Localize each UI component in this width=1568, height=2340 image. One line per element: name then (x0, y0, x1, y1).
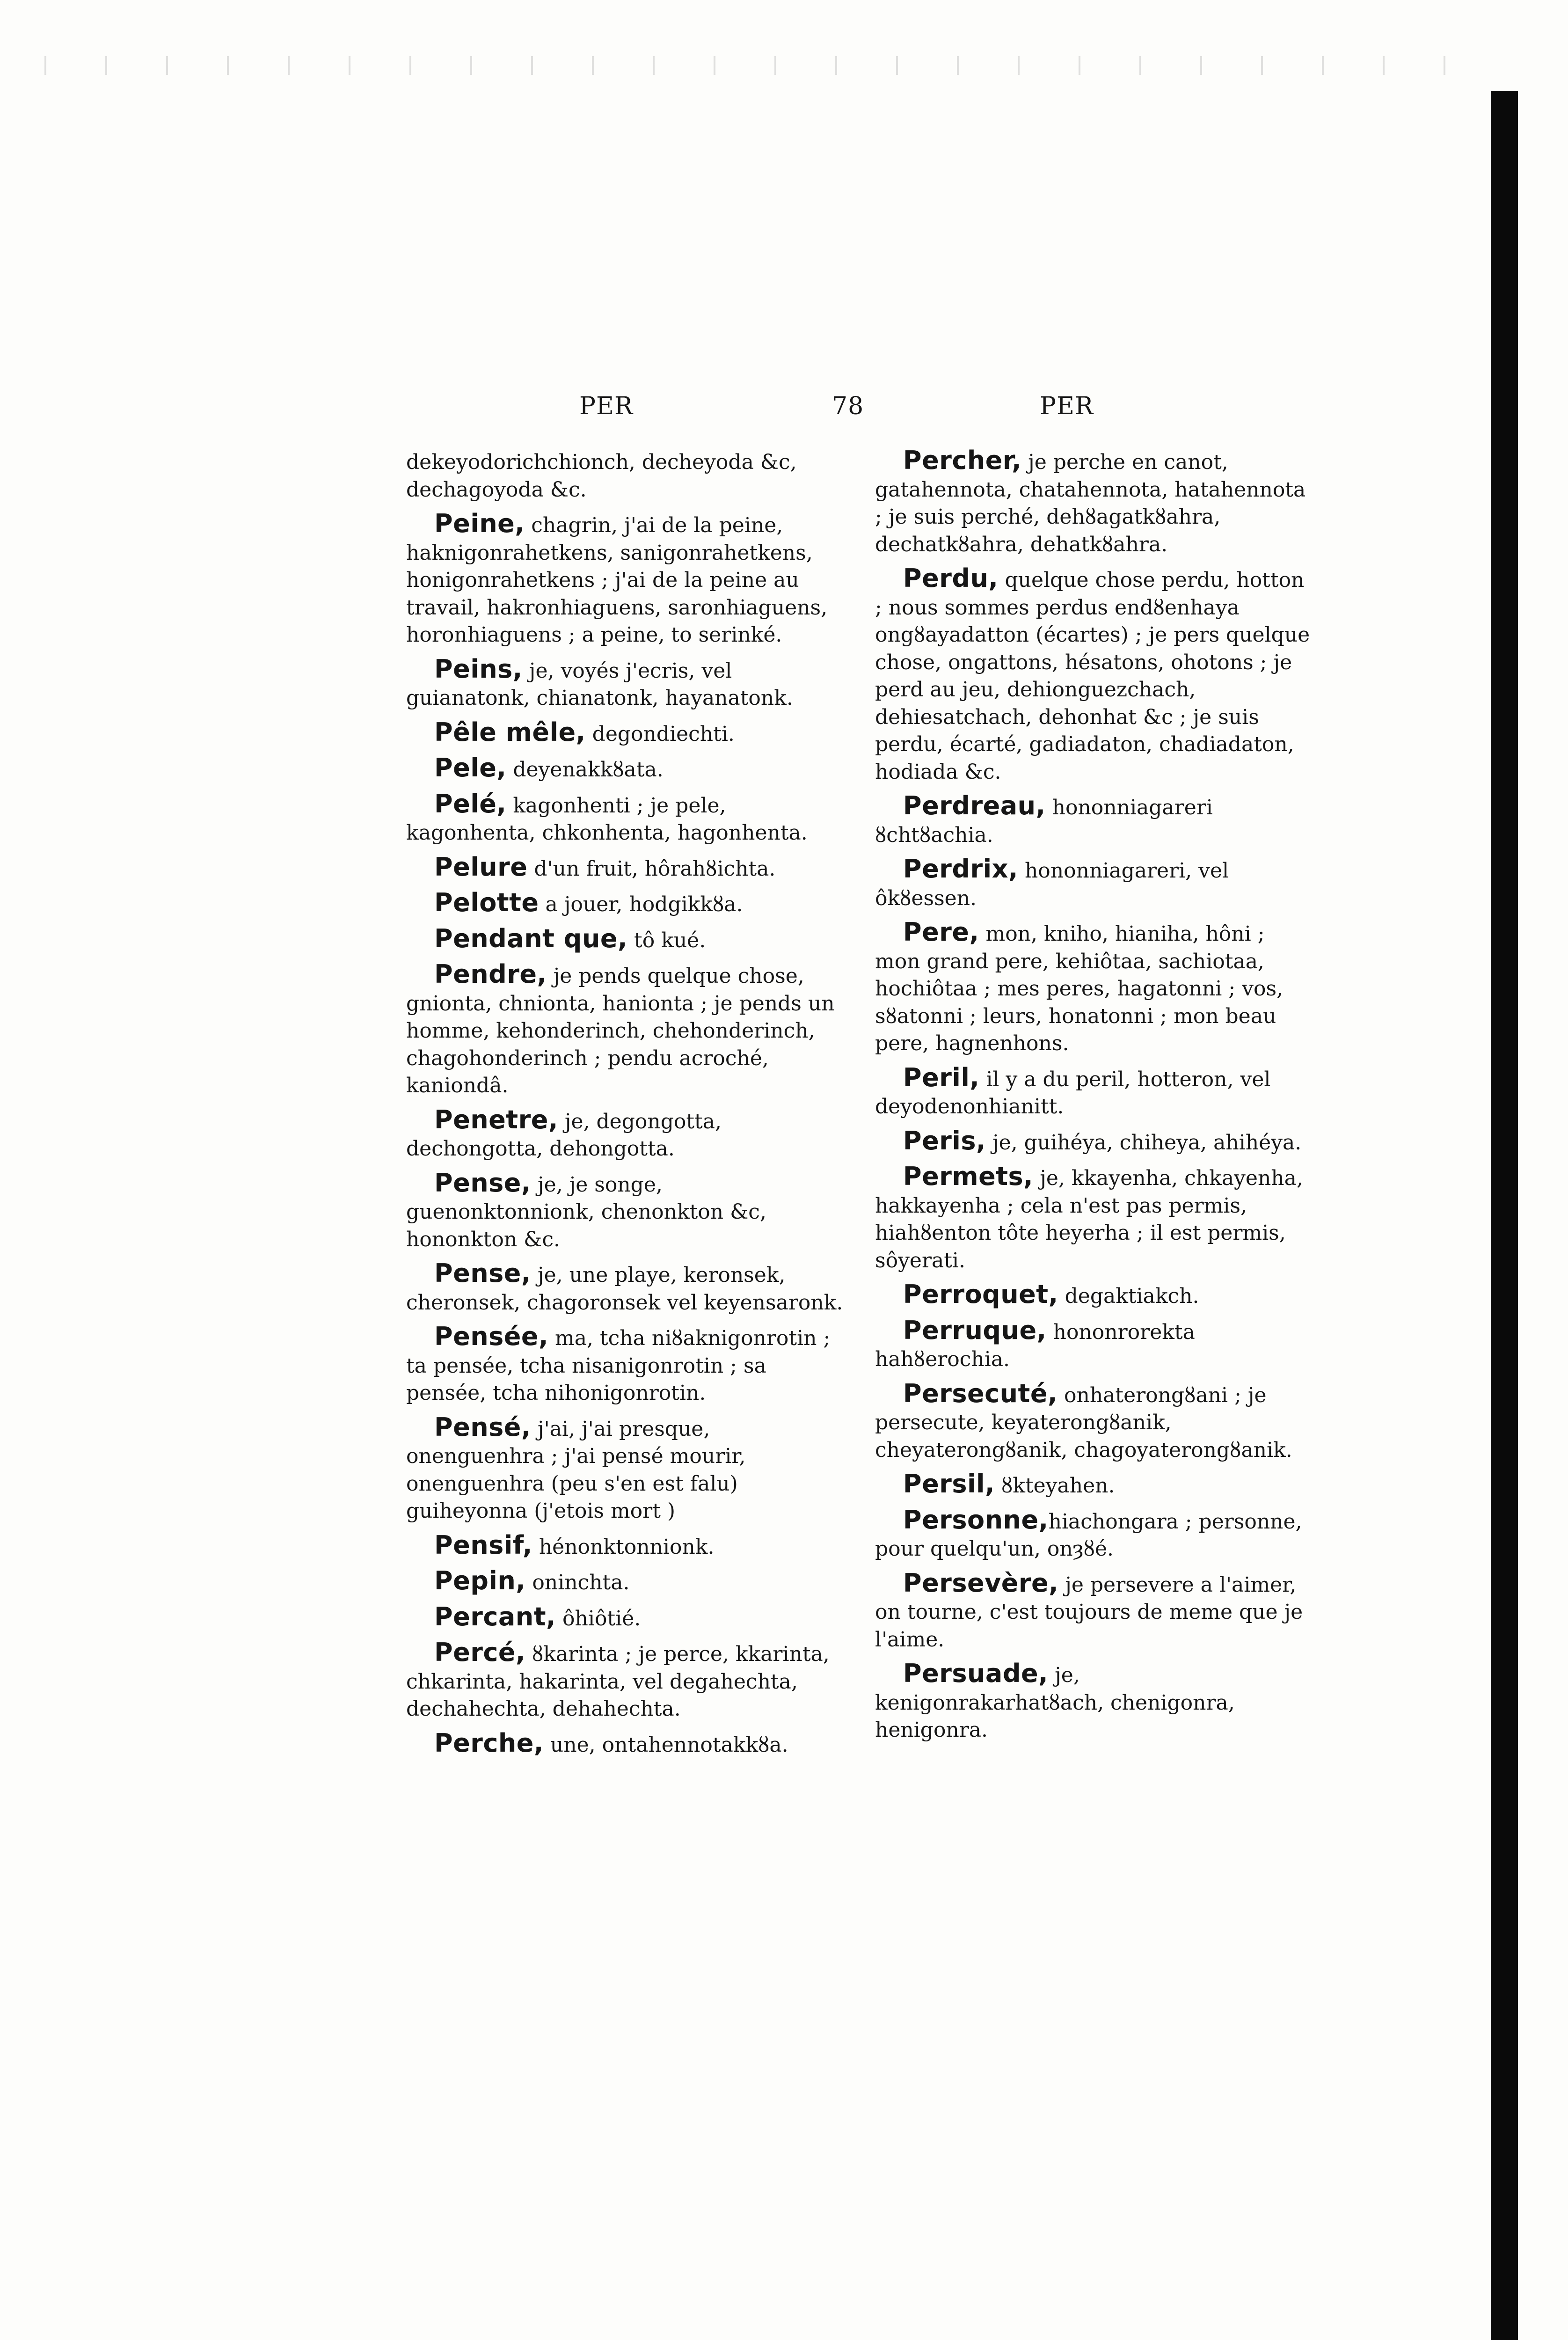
entry-body: je, une playe, keronsek, cheronsek, chagoronsek vel keyensaronk. (406, 1263, 843, 1315)
entry-headword: Pêle mêle, (434, 717, 586, 747)
entry-headword: Percé, (434, 1638, 525, 1667)
entry-body: quelque chose perdu, hotton ; nous sommes perdus endȣenhaya ongȣayadatton (écartes) ; je pers quelque chose, ongattons, hésatons, ohotons ; je perd au jeu, dehionguezchach, dehiesatchach, dehonhat &c ; je suis perdu, écarté, gadiadaton, chadiadaton, hodiada &c. (875, 568, 1310, 784)
entry-headword: Pense, (434, 1258, 531, 1288)
entry-body: hononniagareri ȣchtȣachia. (875, 796, 1213, 847)
entry-headword: Persevère, (903, 1568, 1059, 1598)
dictionary-entry (406, 656, 846, 712)
dictionary-entry (406, 754, 846, 784)
entry-body: je, degongotta, dechongotta, dehongotta. (406, 1109, 722, 1161)
entry-body: je perche en canot, gatahennota, chatahennota, hatahennota ; je suis perché, dehȣagatkȣahra, dechatkȣahra, dehatkȣahra. (875, 450, 1306, 556)
entry-body: hiachongara ; personne, pour quelqu'un, onȝȣé. (875, 1509, 1302, 1561)
entry-body: tô kué. (627, 928, 706, 952)
page-number: 78 (832, 392, 864, 420)
binding-shadow (1491, 91, 1518, 2340)
dictionary-entry (406, 1414, 846, 1525)
entry-body: d'un fruit, hôrahȣichta. (527, 856, 776, 881)
entry-headword: Pele, (434, 753, 507, 782)
entry-body: deyenakkȣata. (506, 758, 664, 782)
dictionary-entry (875, 792, 1315, 849)
dictionary-entry (875, 447, 1315, 558)
entry-headword: Personne, (903, 1505, 1049, 1535)
running-head-right: PER (1040, 392, 1094, 420)
entry-headword: Pere, (903, 917, 979, 947)
entry-headword: Pensé, (434, 1412, 531, 1442)
entry-body: onhaterongȣani ; je persecute, keyaterongȣanik, cheyaterongȣanik, chagoyaterongȣanik. (875, 1383, 1292, 1462)
left-column (406, 447, 846, 1765)
entry-headword: Perdreau, (903, 791, 1046, 820)
entry-body: degaktiakch. (1058, 1284, 1199, 1308)
entry-headword: Peine, (434, 509, 525, 538)
entry-headword: Perruque, (903, 1315, 1047, 1345)
dictionary-entry (875, 1506, 1315, 1563)
entry-body: je, kkayenha, chkayenha, hakkayenha ; cela n'est pas permis, hiahȣenton tôte heyerha ; il est permis, sôyerati. (875, 1166, 1303, 1272)
entry-body: je, kenigonrakarhatȣach, chenigonra, henigonra. (875, 1663, 1235, 1742)
dictionary-entry (406, 1730, 846, 1759)
dictionary-entry (406, 1106, 846, 1163)
entry-headword: Pelé, (434, 789, 507, 819)
entry-headword: Perdu, (903, 563, 999, 593)
dictionary-entry (406, 854, 846, 883)
dictionary-entry (406, 889, 846, 919)
entry-body: ȣkteyahen. (995, 1474, 1115, 1498)
scan-speckle (19, 56, 1469, 75)
dictionary-entry (875, 1281, 1315, 1310)
dictionary-entry (406, 925, 846, 955)
dictionary-entry (406, 1603, 846, 1633)
entry-headword: Perroquet, (903, 1280, 1058, 1309)
entry-headword: Pense, (434, 1168, 531, 1198)
dictionary-entry (875, 1470, 1315, 1500)
dictionary-entry (406, 790, 846, 847)
dictionary-entry (875, 1380, 1315, 1464)
dictionary-entry (875, 565, 1315, 786)
dictionary-entry (406, 1260, 846, 1316)
entry-body: je persevere a l'aimer, on tourne, c'est toujours de meme que je l'aime. (875, 1572, 1303, 1652)
entry-body: je pends quelque chose, gnionta, chnionta, hanionta ; je pends un homme, kehonderinch, chehonderinch, chagohonderinch ; pendu acroché, kaniondâ. (406, 964, 835, 1097)
dictionary-entry (406, 510, 846, 649)
entry-headword: Perdrix, (903, 854, 1018, 884)
dictionary-entry (406, 1567, 846, 1597)
entry-body: j'ai, j'ai presque, onenguenhra ; j'ai pensé mourir, onenguenhra (peu s'en est falu) guiheyonna (j'etois mort ) (406, 1417, 746, 1523)
entry-body: je, guihéya, chiheya, ahihéya. (986, 1130, 1302, 1155)
entry-headword: Percher, (903, 446, 1022, 475)
entry-body: ma, tcha niȣaknigonrotin ; ta pensée, tcha nisanigonrotin ; sa pensée, tcha nihonigonrotin. (406, 1326, 831, 1405)
entry-headword: Persil, (903, 1469, 995, 1499)
entry-headword: Peins, (434, 654, 523, 684)
dictionary-entry (875, 1163, 1315, 1274)
entry-body: je, voyés j'ecris, vel guianatonk, chianatonk, hayanatonk. (406, 658, 793, 710)
entry-body: degondiechti. (585, 722, 735, 746)
dictionary-entry (406, 1323, 846, 1407)
entry-headword: Pepin, (434, 1566, 526, 1595)
dictionary-entry (875, 1127, 1315, 1157)
dictionary-entry (875, 1064, 1315, 1121)
running-head-left: PER (579, 392, 634, 420)
right-column (875, 447, 1315, 1751)
entry-body: hénonktonnionk. (532, 1535, 715, 1559)
dictionary-entry (875, 919, 1315, 1058)
dictionary-entry (406, 447, 846, 504)
dictionary-entry (875, 856, 1315, 912)
dictionary-entry (875, 1317, 1315, 1374)
entry-body: kagonhenti ; je pele, kagonhenta, chkonhenta, hagonhenta. (406, 793, 808, 845)
entry-body: hononrorekta hahȣerochia. (875, 1320, 1195, 1371)
entry-body: une, ontahennotakkȣa. (543, 1733, 788, 1757)
dictionary-entry (875, 1660, 1315, 1744)
entry-headword: Pendre, (434, 959, 547, 989)
entry-body: il y a du peril, hotteron, vel deyodenonhianitt. (875, 1067, 1271, 1119)
entry-headword: Peril, (903, 1062, 980, 1092)
entry-headword: Peris, (903, 1126, 986, 1155)
entry-body: hononniagareri, vel ôkȣessen. (875, 859, 1229, 910)
entry-body: oninchta. (525, 1571, 630, 1594)
entry-headword: Pelotte (434, 888, 539, 917)
entry-body: ôhiôtié. (556, 1606, 641, 1631)
entry-headword: Pensif, (434, 1530, 532, 1560)
entry-headword: Permets, (903, 1162, 1034, 1191)
dictionary-entry (406, 1639, 846, 1723)
dictionary-entry (406, 719, 846, 748)
entry-headword: Persuade, (903, 1659, 1049, 1688)
entry-headword: Pelure (434, 852, 528, 882)
dictionary-entry (406, 1170, 846, 1254)
entry-headword: Pendant que, (434, 923, 628, 953)
dictionary-entry (406, 961, 846, 1100)
entry-headword: Pensée, (434, 1322, 549, 1351)
entry-body: mon, kniho, hianiha, hôni ; mon grand pere, kehiôtaa, sachiotaa, hochiôtaa ; mes peres, hagatonni ; vos, sȣatonni ; leurs, honatonni ; mon beau pere, hagnenhons. (875, 922, 1284, 1055)
entry-headword: Penetre, (434, 1104, 558, 1134)
dictionary-entry (406, 1532, 846, 1561)
entry-headword: Persecuté, (903, 1378, 1058, 1408)
entry-headword: Perche, (434, 1728, 544, 1758)
entry-body: chagrin, j'ai de la peine, haknigonrahetkens, sanigonrahetkens, honigonrahetkens ; j'ai de la peine au travail, hakronhiaguens, saronhiaguens, horonhiaguens ; a peine, to serinké. (406, 513, 828, 647)
entry-body: ȣkarinta ; je perce, kkarinta, chkarinta, hakarinta, vel degahechta, dechahechta, dehahechta. (406, 1642, 830, 1721)
entry-body: dekeyodorichchionch, decheyoda &c, dechagoyoda &c. (406, 450, 797, 502)
entry-headword: Percant, (434, 1601, 556, 1631)
dictionary-entry (875, 1570, 1315, 1654)
entry-body: a jouer, hodgikkȣa. (539, 892, 743, 916)
entry-body: je, je songe, guenonktonnionk, chenonkton &c, hononkton &c. (406, 1172, 766, 1251)
